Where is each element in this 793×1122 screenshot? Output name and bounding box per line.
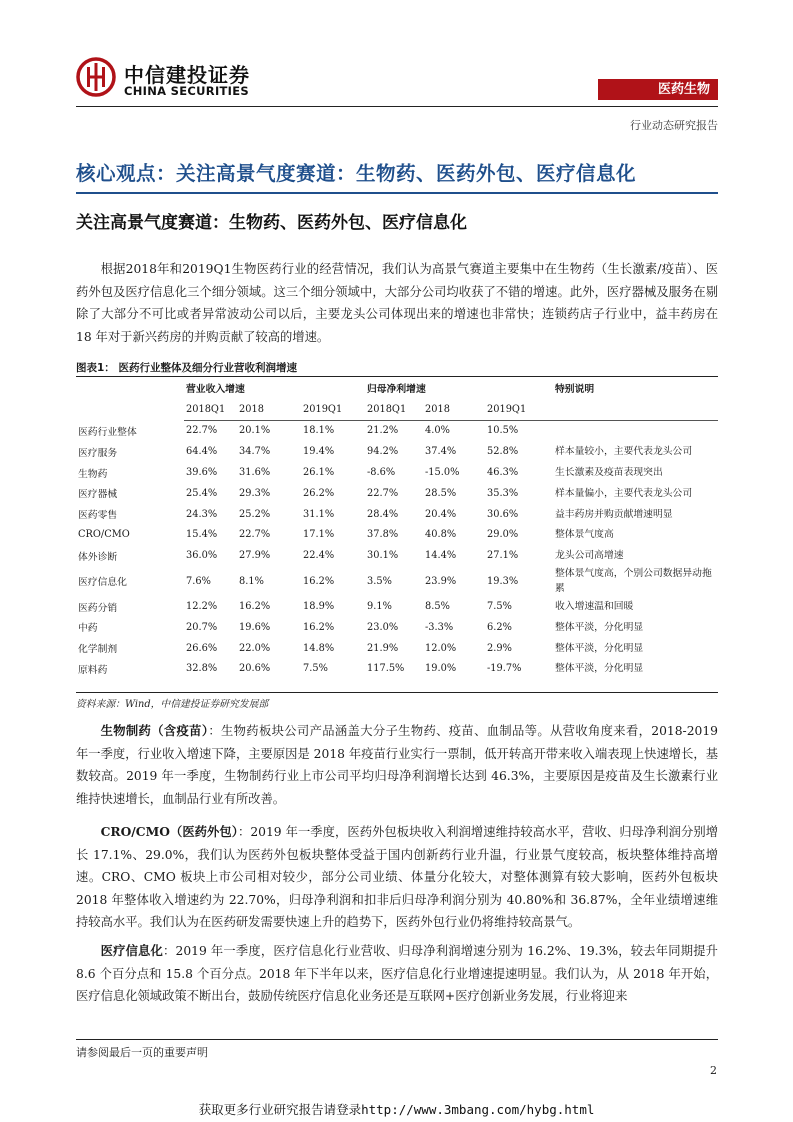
cell-value: 23.0% bbox=[367, 621, 399, 633]
cell-value: 26.6% bbox=[186, 642, 218, 654]
table-row bbox=[76, 659, 718, 680]
group-header-note: 特别说明 bbox=[555, 384, 595, 396]
note-header-spacer bbox=[553, 399, 718, 420]
section-lead: 生物制药（含疫苗） bbox=[100, 723, 209, 738]
cell-value: 94.2% bbox=[367, 446, 399, 458]
cell-value: 30.6% bbox=[487, 508, 519, 520]
row-name: 生物药 bbox=[78, 468, 108, 480]
row-note: 收入增速温和回暖 bbox=[555, 601, 634, 613]
section-text: ：生物药板块公司产品涵盖大分子生物药、疫苗、血制品等。从营收角度来看，2018-2019 年一季度，行业收入增速下降，主要原因是 2018 年疫苗行业实行一票制，低开转高开带来收入端表现上快速增长，基数较高。2019 年一季度，生物制药行业上市公司平均归母净利润增长达到 46.3%，主要原因是疫苗及生长激素行业维持快速增长，血制品行业有所改善。 bbox=[76, 724, 718, 806]
cell-value: 14.8% bbox=[303, 642, 335, 654]
table-row bbox=[76, 483, 718, 504]
page-number: 2 bbox=[710, 1064, 717, 1077]
cell-value: 7.6% bbox=[186, 575, 211, 587]
row-note: 龙头公司高增速 bbox=[555, 550, 624, 562]
period-header: 2019Q1 bbox=[485, 399, 553, 420]
table-row bbox=[76, 596, 718, 617]
cell-value: 6.2% bbox=[487, 621, 512, 633]
row-name: 中药 bbox=[78, 623, 98, 635]
cell-value: 46.3% bbox=[487, 467, 519, 479]
cell-value: 22.7% bbox=[186, 425, 218, 437]
section-cro-cmo bbox=[76, 821, 718, 934]
row-note bbox=[553, 420, 718, 441]
row-note: 整体平淡，分化明显 bbox=[555, 621, 644, 633]
row-name: 医疗信息化 bbox=[78, 577, 127, 589]
cell-value: 16.2% bbox=[303, 621, 335, 633]
cell-value: 22.0% bbox=[239, 642, 271, 654]
table-row bbox=[76, 638, 718, 659]
cell-value: 37.8% bbox=[367, 529, 399, 541]
cell-value: 15.4% bbox=[186, 529, 218, 541]
intro-paragraph: 根据2018年和2019Q1生物医药行业的经营情况，我们认为高景气赛道主要集中在生物药（生长激素/疫苗）、医药外包及医疗信息化三个细分领域。这三个细分领域中，大部分公司均收获了不错的增速。此外，医疗器械及服务在剔除了大部分不可比或者异常波动公司以后，主要龙头公司体现出来的增速也非常快；连锁药店子行业中，益丰药房在 18 年对于新兴药房的并购贡献了较高的增速。 bbox=[76, 262, 718, 344]
row-name: 化学制剂 bbox=[78, 644, 118, 656]
table-row bbox=[76, 566, 718, 596]
cell-value: 9.1% bbox=[367, 601, 392, 613]
cell-value: 12.0% bbox=[425, 642, 457, 654]
row-name: 医疗服务 bbox=[78, 447, 118, 459]
period-header: 2019Q1 bbox=[301, 399, 365, 420]
table-corner bbox=[76, 399, 184, 420]
cell-value: 35.3% bbox=[487, 487, 519, 499]
cell-value: 21.9% bbox=[367, 642, 399, 654]
cell-value: 29.0% bbox=[487, 529, 519, 541]
cell-value: 19.0% bbox=[425, 663, 457, 675]
row-name: 原料药 bbox=[78, 664, 108, 676]
row-name: 医药行业整体 bbox=[78, 426, 137, 438]
cell-value: 19.6% bbox=[239, 621, 271, 633]
growth-table bbox=[76, 378, 718, 679]
period-header: 2018Q1 bbox=[365, 399, 423, 420]
row-name: CRO/CMO bbox=[78, 529, 130, 541]
row-note: 样本量偏小，主要代表龙头公司 bbox=[555, 487, 693, 499]
promo-link[interactable]: 获取更多行业研究报告请登录http://www.3mbang.com/hybg.html bbox=[198, 1102, 595, 1117]
section-text: ：2019 年一季度，医药外包板块收入利润增速维持较高水平，营收、归母净利润分别增长 17.1%、29.0%，我们认为医药外包板块整体受益于国内创新药行业升温，行业景气度较高，板块整体维持高增速。CRO、CMO 板块上市公司相对较少，部分公司业绩、体量分化较大，对整体测算有较大影响，医药外包板块 2018 年整体收入增速约为 22.70%，归母净利润和扣非后归母净利润分别为 40.80%和 36.87%，全年业绩增速维持较高水平。我们认为在医药研发需要快速上升的趋势下，医药外包行业仍将维持较高景气。 bbox=[76, 825, 718, 929]
cell-value: 25.4% bbox=[186, 487, 218, 499]
citic-logo-icon bbox=[76, 57, 116, 97]
cell-value: 34.7% bbox=[239, 446, 271, 458]
cell-value: 19.3% bbox=[487, 575, 519, 587]
group-spacer bbox=[301, 378, 365, 399]
cell-value: -19.7% bbox=[487, 663, 522, 675]
table-row bbox=[76, 617, 718, 638]
row-note: 整体景气度高，个别公司数据异动拖累 bbox=[555, 568, 712, 595]
figure-title: 图表1： 医药行业整体及细分行业营收利润增速 bbox=[76, 362, 297, 374]
company-logo bbox=[76, 57, 256, 101]
row-note: 益丰药房并购贡献增速明显 bbox=[555, 508, 673, 520]
cell-value: -8.6% bbox=[367, 467, 396, 479]
cell-value: 22.7% bbox=[239, 529, 271, 541]
title-divider bbox=[76, 192, 718, 194]
cell-value: 28.4% bbox=[367, 508, 399, 520]
cell-value: 31.6% bbox=[239, 467, 271, 479]
cell-value: 22.4% bbox=[303, 550, 335, 562]
cell-value: 28.5% bbox=[425, 487, 457, 499]
cell-value: 4.0% bbox=[425, 425, 450, 437]
row-name: 体外诊断 bbox=[78, 551, 118, 563]
table-row bbox=[76, 545, 718, 566]
footer-divider bbox=[76, 1039, 718, 1040]
header-divider bbox=[76, 106, 718, 107]
period-header: 2018Q1 bbox=[184, 399, 237, 420]
cell-value: 7.5% bbox=[303, 663, 328, 675]
section-text: ：2019 年一季度，医疗信息化行业营收、归母净利润增速分别为 16.2%、19.3%，较去年同期提升 8.6 个百分点和 15.8 个百分点。2018 年下半年以来，医疗信息化行业增速提速明显。我们认为，从 2018 年开始，医疗信息化领域政策不断出台，鼓励传统医疗信息化业务还是互联网+医疗创新业务发展，行业将迎来 bbox=[76, 944, 718, 1003]
cell-value: 16.2% bbox=[303, 575, 335, 587]
section-lead: CRO/CMO（医药外包） bbox=[100, 824, 238, 839]
section-biopharma bbox=[76, 720, 718, 810]
group-header-profit: 归母净利增速 bbox=[367, 384, 426, 396]
period-header: 2018 bbox=[237, 399, 301, 420]
period-header: 2018 bbox=[423, 399, 485, 420]
cell-value: 20.7% bbox=[186, 621, 218, 633]
table-row bbox=[76, 420, 718, 441]
group-header-revenue: 营业收入增速 bbox=[186, 384, 245, 396]
cell-value: -3.3% bbox=[425, 621, 454, 633]
cell-value: 21.2% bbox=[367, 425, 399, 437]
cell-value: 22.7% bbox=[367, 487, 399, 499]
cell-value: 18.1% bbox=[303, 425, 335, 437]
page-title: 核心观点：关注高景气度赛道：生物药、医药外包、医疗信息化 bbox=[76, 162, 637, 185]
cell-value: 29.3% bbox=[239, 487, 271, 499]
figure-bottom-rule bbox=[76, 692, 718, 693]
cell-value: 7.5% bbox=[487, 601, 512, 613]
cell-value: 8.5% bbox=[425, 601, 450, 613]
cell-value: 25.2% bbox=[239, 508, 271, 520]
table-row bbox=[76, 462, 718, 483]
group-spacer bbox=[485, 378, 553, 399]
cell-value: 17.1% bbox=[303, 529, 335, 541]
table-corner bbox=[76, 378, 184, 399]
report-type: 行业动态研究报告 bbox=[630, 119, 718, 132]
cell-value: 12.2% bbox=[186, 601, 218, 613]
row-note: 整体景气度高 bbox=[555, 529, 614, 541]
logo-chinese-name: 中信建投证券 bbox=[124, 63, 250, 87]
cell-value: 20.4% bbox=[425, 508, 457, 520]
cell-value: 2.9% bbox=[487, 642, 512, 654]
section-lead: 医疗信息化 bbox=[100, 943, 164, 958]
cell-value: 30.1% bbox=[367, 550, 399, 562]
cell-value: 39.6% bbox=[186, 467, 218, 479]
cell-value: 37.4% bbox=[425, 446, 457, 458]
cell-value: 32.8% bbox=[186, 663, 218, 675]
cell-value: 3.5% bbox=[367, 575, 392, 587]
section-title: 关注高景气度赛道：生物药、医药外包、医疗信息化 bbox=[76, 213, 467, 233]
cell-value: 27.9% bbox=[239, 550, 271, 562]
cell-value: 40.8% bbox=[425, 529, 457, 541]
table-row bbox=[76, 504, 718, 525]
cell-value: 52.8% bbox=[487, 446, 519, 458]
cell-value: 64.4% bbox=[186, 446, 218, 458]
row-note: 生长激素及疫苗表现突出 bbox=[555, 467, 663, 479]
cell-value: 14.4% bbox=[425, 550, 457, 562]
disclaimer-note: 请参阅最后一页的重要声明 bbox=[76, 1046, 208, 1059]
figure-top-rule bbox=[76, 376, 718, 377]
row-name: 医疗器械 bbox=[78, 489, 118, 501]
row-name: 医药零售 bbox=[78, 510, 118, 522]
row-note: 整体平淡，分化明显 bbox=[555, 642, 644, 654]
section-health-it bbox=[76, 940, 718, 1008]
row-name: 医药分销 bbox=[78, 602, 118, 614]
cell-value: 8.1% bbox=[239, 575, 264, 587]
cell-value: 20.6% bbox=[239, 663, 271, 675]
row-note: 样本量较小，主要代表龙头公司 bbox=[555, 446, 693, 458]
cell-value: 20.1% bbox=[239, 425, 271, 437]
cell-value: 23.9% bbox=[425, 575, 457, 587]
cell-value: 26.2% bbox=[303, 487, 335, 499]
sector-tag: 医药生物 bbox=[598, 79, 718, 100]
row-note: 整体平淡，分化明显 bbox=[555, 663, 644, 675]
cell-value: 24.3% bbox=[186, 508, 218, 520]
table-row bbox=[76, 441, 718, 462]
cell-value: 117.5% bbox=[367, 663, 405, 675]
cell-value: -15.0% bbox=[425, 467, 460, 479]
cell-value: 10.5% bbox=[487, 425, 519, 437]
cell-value: 27.1% bbox=[487, 550, 519, 562]
logo-english-name: CHINA SECURITIES bbox=[124, 84, 249, 98]
table-row bbox=[76, 525, 718, 546]
cell-value: 18.9% bbox=[303, 601, 335, 613]
cell-value: 26.1% bbox=[303, 467, 335, 479]
cell-value: 19.4% bbox=[303, 446, 335, 458]
figure-source: 资料来源：Wind，中信建投证券研究发展部 bbox=[76, 699, 269, 710]
cell-value: 16.2% bbox=[239, 601, 271, 613]
cell-value: 31.1% bbox=[303, 508, 335, 520]
cell-value: 36.0% bbox=[186, 550, 218, 562]
